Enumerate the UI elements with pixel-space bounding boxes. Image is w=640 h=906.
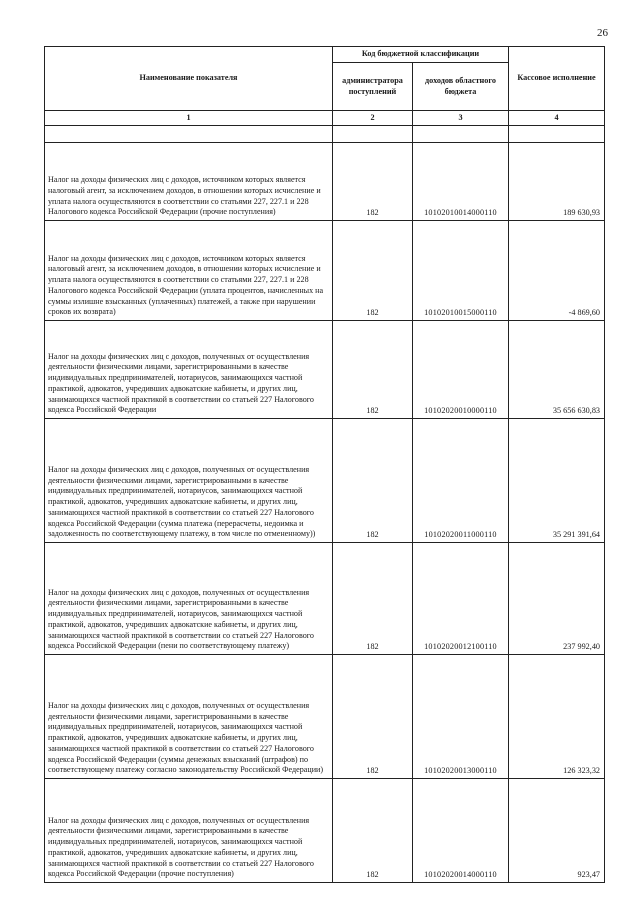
- cash-amount: 189 630,93: [509, 143, 605, 221]
- header-num-2: 2: [333, 111, 413, 126]
- cash-amount: 237 992,40: [509, 543, 605, 655]
- table-row: [45, 543, 605, 655]
- indicator-name: Налог на доходы физических лиц с доходов, источником которых является налоговый агент, за исключением доходов, в отношении которых исчисление и уплата налога осуществляются в соответствии со статьями 227, 227.1 и 228 Налогового кодекса Российской Федерации (уплата процентов, начисленных на суммы излишне взысканных (уплаченных) платежей, а также при нарушении сроков их возврата): [45, 221, 333, 321]
- cash-amount: 35 291 391,64: [509, 419, 605, 543]
- header-num-1: 1: [45, 111, 333, 126]
- table-row: [45, 419, 605, 543]
- header-income: доходов областного бюджета: [413, 63, 509, 111]
- blank-cell: [45, 126, 333, 143]
- table-row: [45, 321, 605, 419]
- indicator-name: Налог на доходы физических лиц с доходов, полученных от осуществления деятельности физическими лицами, зарегистрированными в качестве индивидуальных предпринимателей, нотариусов, занимающихся частной практикой, адвокатов, учредивших адвокатские кабинеты, и других лиц, занимающихся частной практикой в соответствии со статьей 227 Налогового кодекса Российской Федерации: [45, 321, 333, 419]
- income-code: 10102020012100110: [413, 543, 509, 655]
- table-row: [45, 221, 605, 321]
- income-code: 10102020011000110: [413, 419, 509, 543]
- header-num-3: 3: [413, 111, 509, 126]
- header-row-numbers: [45, 111, 605, 126]
- income-code: 10102010014000110: [413, 143, 509, 221]
- header-admin: администратора поступлений: [333, 63, 413, 111]
- budget-table: [44, 46, 605, 883]
- cash-amount: 35 656 630,83: [509, 321, 605, 419]
- blank-row: [45, 126, 605, 143]
- cash-amount: -4 869,60: [509, 221, 605, 321]
- indicator-name: Налог на доходы физических лиц с доходов, источником которых является налоговый агент, за исключением доходов, в отношении которых исчисление и уплата налога осуществляются в соответствии со статьями 227, 227.1 и 228 Налогового кодекса Российской Федерации (прочие поступления): [45, 143, 333, 221]
- admin-code: 182: [333, 419, 413, 543]
- admin-code: 182: [333, 321, 413, 419]
- admin-code: 182: [333, 543, 413, 655]
- admin-code: 182: [333, 655, 413, 779]
- income-code: 10102020013000110: [413, 655, 509, 779]
- cash-amount: 126 323,32: [509, 655, 605, 779]
- header-name: Наименование показателя: [45, 47, 333, 111]
- income-code: 10102020014000110: [413, 779, 509, 883]
- header-row-top: [45, 47, 605, 63]
- blank-cell: [333, 126, 413, 143]
- indicator-name: Налог на доходы физических лиц с доходов, полученных от осуществления деятельности физическими лицами, зарегистрированными в качестве индивидуальных предпринимателей, нотариусов, занимающихся частной практикой, адвокатов, учредивших адвокатские кабинеты, и других лиц, занимающихся частной практикой в соответствии со статьей 227 Налогового кодекса Российской Федерации (суммы денежных взысканий (штрафов) по соответствующему платежу согласно законодательству Российской Федерации): [45, 655, 333, 779]
- blank-cell: [413, 126, 509, 143]
- indicator-name: Налог на доходы физических лиц с доходов, полученных от осуществления деятельности физическими лицами, зарегистрированными в качестве индивидуальных предпринимателей, нотариусов, занимающихся частной практикой, адвокатов, учредивших адвокатские кабинеты, и других лиц, занимающихся частной практикой в соответствии со статьей 227 Налогового кодекса Российской Федерации (сумма платежа (перерасчеты, недоимка и задолженность по соответствующему платежу, в том числе по отмененному)): [45, 419, 333, 543]
- blank-cell: [509, 126, 605, 143]
- header-cash: Кассовое исполнение: [509, 47, 605, 111]
- admin-code: 182: [333, 221, 413, 321]
- indicator-name: Налог на доходы физических лиц с доходов, полученных от осуществления деятельности физическими лицами, зарегистрированными в качестве индивидуальных предпринимателей, нотариусов, занимающихся частной практикой, адвокатов, учредивших адвокатские кабинеты, и других лиц, занимающихся частной практикой в соответствии со статьей 227 Налогового кодекса Российской Федерации (прочие поступления): [45, 779, 333, 883]
- indicator-name: Налог на доходы физических лиц с доходов, полученных от осуществления деятельности физическими лицами, зарегистрированными в качестве индивидуальных предпринимателей, нотариусов, занимающихся частной практикой, адвокатов, учредивших адвокатские кабинеты, и других лиц, занимающихся частной практикой в соответствии со статьей 227 Налогового кодекса Российской Федерации (пени по соответствующему платежу): [45, 543, 333, 655]
- income-code: 10102020010000110: [413, 321, 509, 419]
- header-kbk-group: Код бюджетной классификации: [333, 47, 509, 63]
- table-row: [45, 779, 605, 883]
- page-number: 26: [597, 27, 608, 39]
- cash-amount: 923,47: [509, 779, 605, 883]
- admin-code: 182: [333, 779, 413, 883]
- header-num-4: 4: [509, 111, 605, 126]
- table-row: [45, 143, 605, 221]
- table-row: [45, 655, 605, 779]
- admin-code: 182: [333, 143, 413, 221]
- income-code: 10102010015000110: [413, 221, 509, 321]
